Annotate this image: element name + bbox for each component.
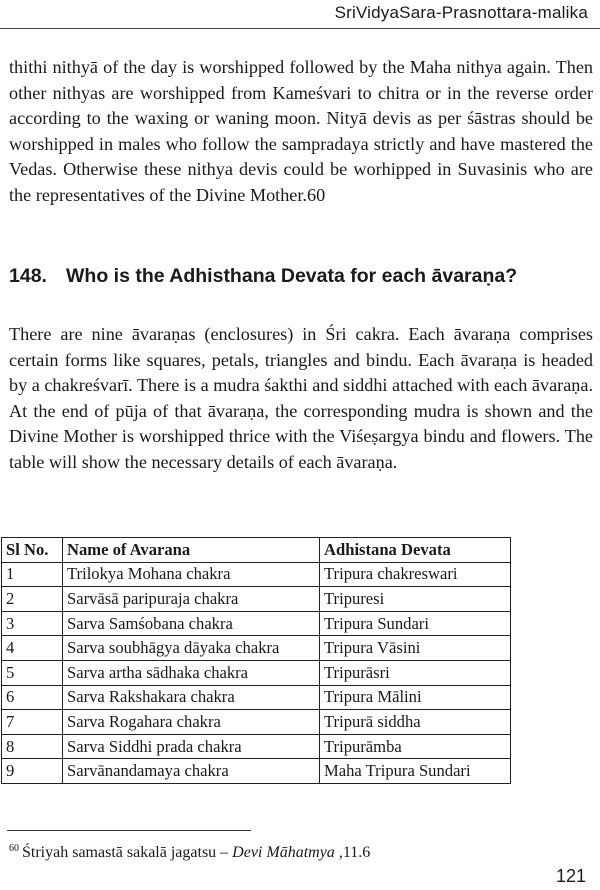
cell-avarana: Trilokya Mohana chakra (63, 562, 320, 587)
cell-avarana: Sarva soubhāgya dāyaka chakra (63, 636, 320, 661)
cell-devata: Tripura chakreswari (320, 562, 511, 587)
cell-sl-no: 3 (2, 611, 63, 636)
cell-sl-no: 7 (2, 710, 63, 735)
question-text: Who is the Adhisthana Devata for each āvaraṇa? (66, 265, 518, 287)
cell-sl-no: 5 (2, 660, 63, 685)
column-header-avarana: Name of Avarana (63, 538, 320, 563)
cell-avarana: Sarvāsā paripuraja chakra (63, 587, 320, 612)
running-title: SriVidyaSara-Prasnottara-malika (334, 3, 588, 22)
paragraph-nithya-worship: thithi nithyā of the day is worshipped followed by the Maha nithya again. Then other nithyas are worshipped from Kameśvari to chitra or in the reverse order according to the waxing or waning moon. Nityā devis as per śāstras should be worshipped in males who follow the sampradaya strictly and have mastered the Vedas. Otherwise these nithya devis could be worhipped in Suvasinis who are the representatives of the Divine Mother.60 (9, 57, 593, 205)
footnote-rule (7, 830, 251, 831)
table-row (2, 685, 511, 710)
cell-sl-no: 6 (2, 685, 63, 710)
footnote-source-ref: ,11.6 (334, 844, 371, 861)
cell-avarana: Sarva Rakshakara chakra (63, 685, 320, 710)
cell-avarana: Sarva Siddhi prada chakra (63, 734, 320, 759)
cell-devata: Tripuresi (320, 587, 511, 612)
cell-devata: Tripura Vāsini (320, 636, 511, 661)
cell-sl-no: 1 (2, 562, 63, 587)
cell-avarana: Sarva artha sādhaka chakra (63, 660, 320, 685)
cell-devata: Tripura Sundari (320, 611, 511, 636)
cell-devata: Tripurāsri (320, 660, 511, 685)
column-header-devata: Adhistana Devata (320, 538, 511, 563)
table-row (2, 611, 511, 636)
header-rule (0, 28, 600, 29)
cell-sl-no: 2 (2, 587, 63, 612)
table-header-row (2, 538, 511, 563)
cell-devata: Maha Tripura Sundari (320, 759, 511, 784)
cell-devata: Tripurā siddha (320, 710, 511, 735)
table-row (2, 562, 511, 587)
cell-avarana: Sarva Samśobana chakra (63, 611, 320, 636)
cell-devata: Tripurāmba (320, 734, 511, 759)
paragraph-avarana-intro: There are nine āvaraṇas (enclosures) in Śri cakra. Each āvaraṇa comprises certain forms like squares, petals, triangles and bindu. Each āvaraṇa is headed by a chakreśvarī. There is a mudra śakthi and siddhi attached with each āvaraṇa. At the end of pūja of that āvaraṇa, the corresponding mudra is shown and the Divine Mother is worshipped thrice with the Viśeṣargya bindu and flowers. The table will show the necessary details of each āvaraṇa. (9, 324, 593, 472)
table-row (2, 587, 511, 612)
cell-sl-no: 9 (2, 759, 63, 784)
cell-avarana: Sarvānandamaya chakra (63, 759, 320, 784)
table-row (2, 734, 511, 759)
avarana-table (1, 537, 511, 784)
table-row (2, 710, 511, 735)
table-row (2, 636, 511, 661)
footnote-text: Śtriyah samastā sakalā jagatsu – (22, 844, 233, 861)
cell-avarana: Sarva Rogahara chakra (63, 710, 320, 735)
table-row (2, 759, 511, 784)
cell-sl-no: 8 (2, 734, 63, 759)
footnote-marker: 60 (9, 843, 19, 854)
question-heading (9, 265, 517, 288)
column-header-sl-no: Sl No. (2, 538, 63, 563)
page-number: 121 (555, 866, 586, 886)
question-number: 148. (9, 265, 47, 287)
footnote-source-title: Devi Māhatmya (232, 844, 335, 861)
table-row (2, 660, 511, 685)
cell-devata: Tripura Mālini (320, 685, 511, 710)
cell-sl-no: 4 (2, 636, 63, 661)
footnote (9, 843, 370, 862)
